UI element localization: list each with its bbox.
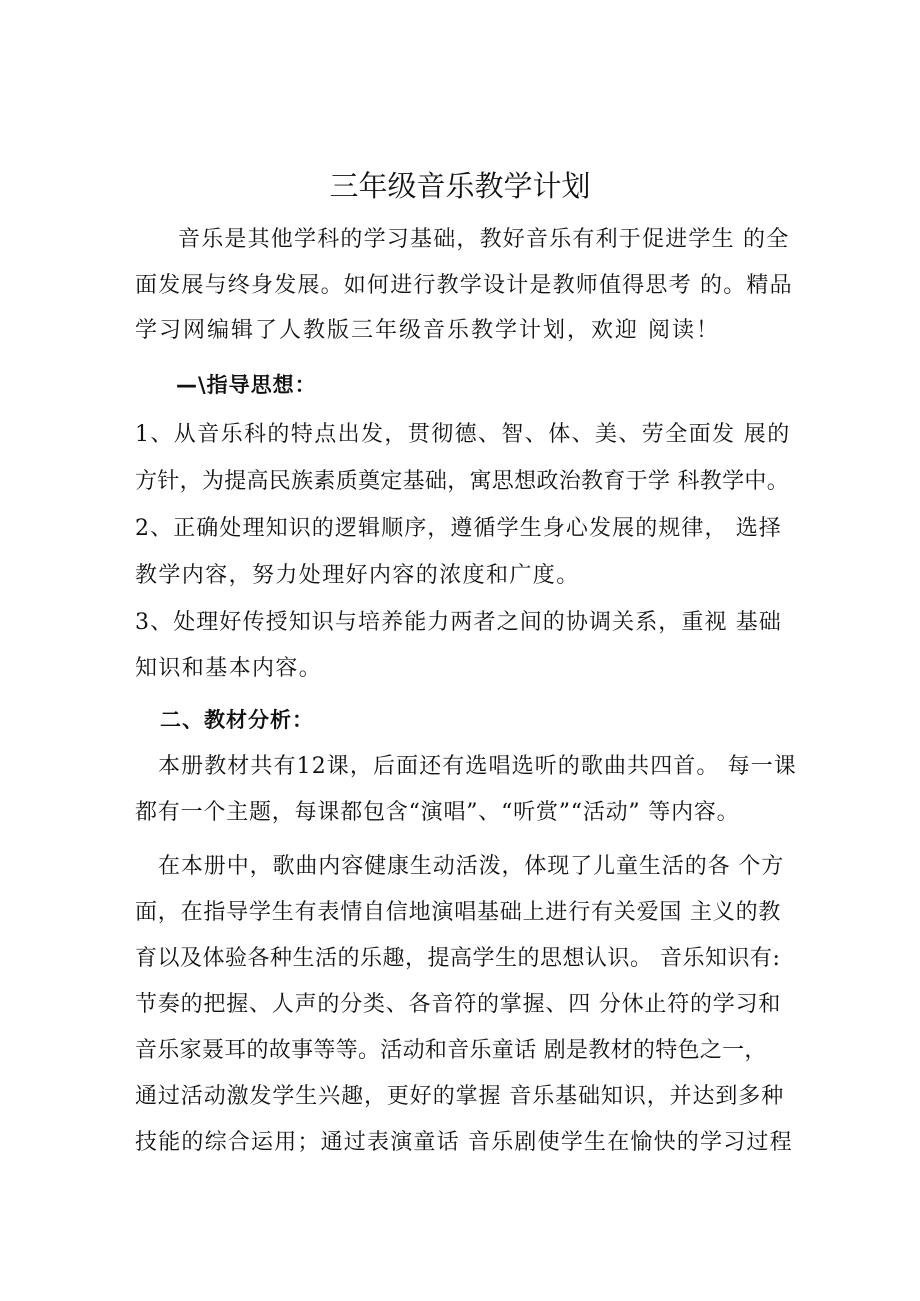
section2-line: 本册教材共有12课，后面还有选唱选听的歌曲共四首。 每一课 (158, 754, 797, 779)
section-heading-guiding-thought: —\指导思想： (176, 373, 317, 397)
section2-line: 技能的综合运用；通过表演童话 音乐剧使学生在愉快的学习过程 (135, 1130, 793, 1155)
section2-line: 节奏的把握、人声的分类、各音符的掌握、四 分休止符的学习和 (135, 992, 782, 1017)
section2-line: 都有一个主题，每课都包含“演唱”、“听赏”“活动” 等内容。 (135, 800, 740, 825)
section1-line: 3、处理好传授知识与培养能力两者之间的协调关系，重视 基础 (135, 610, 782, 635)
intro-line: 学习网编辑了人教版三年级音乐教学计划，欢迎 阅读！ (135, 318, 720, 343)
section2-line: 在本册中，歌曲内容健康生动活泼，体现了儿童生活的各 个方 (158, 854, 785, 879)
section1-line: 教学内容，努力处理好内容的浓度和广度。 (135, 563, 580, 588)
section1-line: 知识和基本内容。 (135, 656, 323, 681)
document-title: 三年级音乐教学计划 (329, 169, 591, 203)
section1-line: 1、从音乐科的特点出发，贯彻德、智、体、美、劳全面发 展的 (135, 422, 791, 447)
section2-line: 通过活动激发学生兴趣，更好的掌握 音乐基础知识，并达到多种 (135, 1084, 785, 1109)
section-heading-textbook-analysis: 二、教材分析： (160, 708, 314, 732)
section2-line: 面，在指导学生有表情自信地演唱基础上进行有关爱国 主义的教 (135, 900, 782, 925)
intro-line: 音乐是其他学科的学习基础，教好音乐有利于促进学生 的全 (178, 227, 790, 252)
intro-line: 面发展与终身发展。如何进行教学设计是教师值得思考 的。精品 (135, 273, 793, 298)
section1-line: 方针，为提高民族素质奠定基础，寓思想政治教育于学 科教学中。 (135, 469, 789, 494)
section2-line: 音乐家聂耳的故事等等。活动和音乐童话 剧是教材的特色之一， (135, 1038, 767, 1063)
section1-line: 2、正确处理知识的逻辑顺序，遵循学生身心发展的规律， 选择 (135, 516, 782, 541)
section2-line: 育以及体验各种生活的乐趣，提高学生的思想认识。 音乐知识有: (135, 946, 781, 971)
